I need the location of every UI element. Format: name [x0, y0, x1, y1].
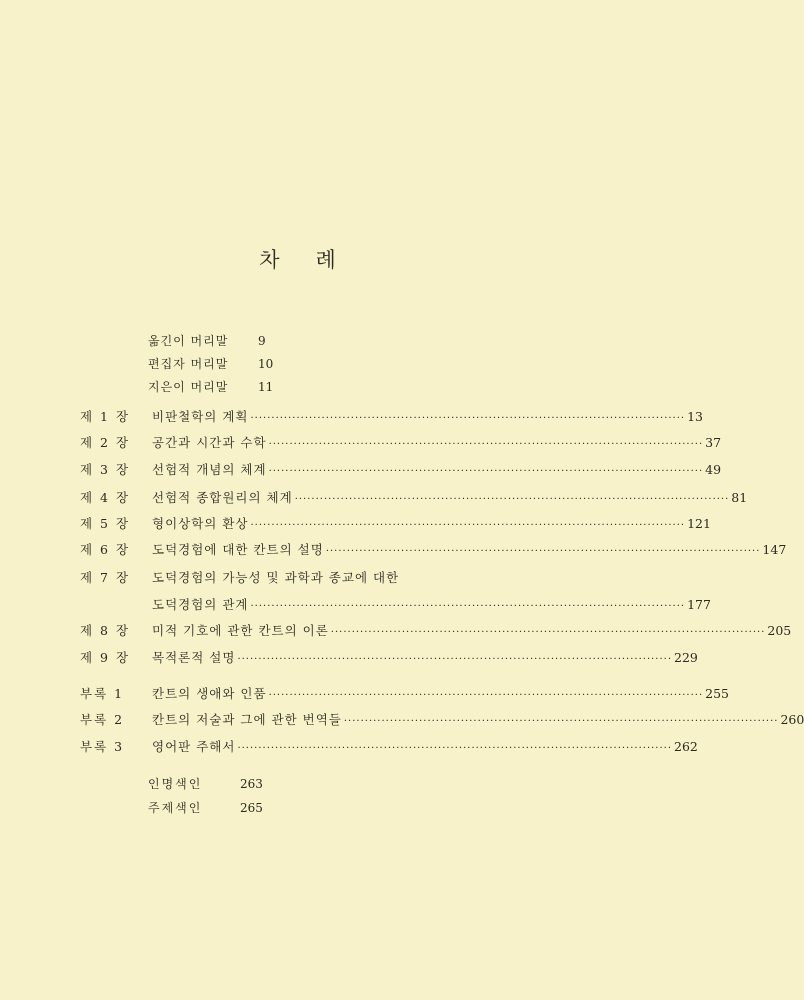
appendix-entry: [80, 709, 804, 731]
chapter-page: 205: [767, 623, 792, 638]
title-char-2: 례: [315, 248, 336, 272]
page-title: [0, 244, 595, 274]
toc-entry: [80, 647, 698, 669]
chapter-title: 미적 기호에 관한 칸트의 이론: [152, 623, 329, 638]
index-list: [148, 772, 263, 820]
leader-dots: ········································································································: [237, 654, 673, 665]
front-matter-label: 옮긴이 머리말: [148, 334, 229, 348]
chapter-title: 선험적 개념의 체계: [152, 462, 267, 477]
leader-dots: ········································································································: [250, 413, 686, 424]
chapter-page: 147: [762, 542, 787, 557]
toc-entry: [80, 567, 515, 589]
index-page: 265: [240, 801, 263, 815]
chapter-title: 목적론적 설명: [152, 650, 236, 665]
chapter-page: 13: [687, 409, 703, 424]
index-item: [148, 796, 263, 820]
toc-entry-continued: [80, 594, 711, 616]
front-matter-item: [148, 376, 273, 399]
chapter-title: 선험적 종합원리의 체계: [152, 490, 293, 505]
front-matter-page: 11: [258, 380, 274, 394]
appendix-title: 칸트의 저술과 그에 관한 번역들: [152, 712, 342, 727]
chapter-title: 도덕경험에 대한 칸트의 설명: [152, 542, 324, 557]
appendix-label: 부록 1: [80, 686, 125, 701]
title-char-1: 차: [259, 248, 280, 272]
front-matter-label: 편집자 머리말: [148, 357, 229, 371]
leader-dots: ········································································································: [343, 716, 779, 727]
index-label: 주제색인: [148, 801, 203, 815]
chapter-title: 도덕경험의 가능성 및 과학과 종교에 대한: [152, 570, 400, 585]
chapter-title: 도덕경험의 관계: [152, 597, 249, 612]
chapter-label: 제 3 장: [80, 462, 131, 477]
chapter-label: 제 2 장: [80, 435, 131, 450]
toc-entry: [80, 539, 787, 561]
chapter-label: 제 5 장: [80, 516, 131, 531]
chapter-label: 제 7 장: [80, 570, 131, 585]
appendix-page: 255: [705, 686, 730, 701]
front-matter-label: 지은이 머리말: [148, 380, 229, 394]
leader-dots: ········································································································: [294, 494, 730, 505]
front-matter-item: [148, 330, 273, 353]
chapter-page: 81: [731, 490, 748, 505]
leader-dots: ········································································································: [250, 520, 686, 531]
leader-dots: ········································································································: [268, 439, 704, 450]
leader-dots: ········································································································: [268, 466, 704, 477]
appendix-page: 260: [780, 712, 804, 727]
appendix-title: 영어판 주해서: [152, 739, 236, 754]
toc-entry: [80, 620, 792, 642]
leader-dots: ········································································································: [250, 601, 686, 612]
chapter-title: 비판철학의 계획: [152, 409, 249, 424]
appendix-title: 칸트의 생애와 인품: [152, 686, 267, 701]
front-matter-item: [148, 353, 273, 376]
chapter-title: 공간과 시간과 수학: [152, 435, 267, 450]
chapter-page: 177: [687, 597, 711, 612]
chapter-label: 제 4 장: [80, 490, 131, 505]
toc-entry: [80, 432, 722, 454]
leader-dots: ········································································································: [237, 743, 673, 754]
chapter-page: 121: [687, 516, 711, 531]
front-matter-page: 9: [258, 334, 266, 348]
chapter-label: 제 9 장: [80, 650, 131, 665]
chapter-label: 제 1 장: [80, 409, 131, 424]
chapter-page: 37: [705, 435, 722, 450]
chapter-label: 제 8 장: [80, 623, 131, 638]
toc-entry: [80, 459, 722, 481]
appendix-entry: [80, 683, 730, 705]
front-matter-page: 10: [258, 357, 274, 371]
toc-entry: [80, 513, 711, 535]
front-matter-list: [148, 330, 273, 399]
index-page: 263: [240, 777, 263, 791]
index-item: [148, 772, 263, 796]
chapter-page: 49: [705, 462, 722, 477]
appendix-page: 262: [674, 739, 698, 754]
appendix-label: 부록 3: [80, 739, 125, 754]
chapter-label: 제 6 장: [80, 542, 131, 557]
chapter-title: 형이상학의 환상: [152, 516, 249, 531]
index-label: 인명색인: [148, 777, 203, 791]
toc-entry: [80, 487, 748, 509]
appendix-entry: [80, 736, 698, 758]
chapter-page: 229: [674, 650, 698, 665]
leader-dots: ········································································································: [330, 627, 766, 638]
leader-dots: ········································································································: [325, 546, 761, 557]
toc-entry: [80, 406, 703, 428]
leader-dots: ········································································································: [268, 690, 704, 701]
appendix-label: 부록 2: [80, 712, 125, 727]
